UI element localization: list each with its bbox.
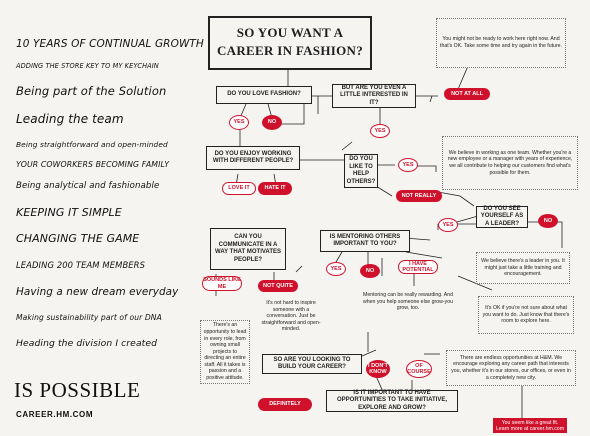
answer-yes: YES: [326, 262, 346, 276]
question-enjoy-working: DO YOU ENJOY WORKING WITH DIFFERENT PEOPLE?: [206, 146, 300, 170]
note-leader-in-you: We believe there's a leader in you. It might just take a little training and encouragement.: [476, 252, 570, 284]
note-not-sure: It's OK if you're not sure about what you want to do. Just know that there's room to explore here.: [478, 296, 574, 334]
handwritten-line: Being part of the Solution: [16, 84, 167, 98]
note-one-team: We believe in working as one team. Whether you're a new employee or a manager with years of experience, we all contribute to helping our customers find what's possible for them.: [442, 136, 578, 190]
note-mentoring-rewarding: Mentoring can be really rewarding. And when you help someone else grow-you grow, too.: [363, 292, 453, 312]
handwritten-line: ADDING THE STORE KEY TO MY KEYCHAIN: [16, 62, 159, 70]
answer-yes: YES: [229, 115, 249, 130]
handwritten-panel: [0, 0, 204, 436]
question-mentoring: IS MENTORING OTHERS IMPORTANT TO YOU?: [320, 230, 410, 252]
question-build-career: SO ARE YOU LOOKING TO BUILD YOUR CAREER?: [262, 354, 362, 374]
answer-no: NO: [360, 264, 380, 278]
answer-hate-it: HATE IT: [258, 182, 292, 195]
handwritten-line: CHANGING THE GAME: [16, 232, 140, 245]
question-little-interested: BUT ARE YOU EVEN A LITTLE INTERESTED IN IT?: [332, 84, 416, 108]
question-communicate: CAN YOU COMMUNICATE IN A WAY THAT MOTIVATES PEOPLE?: [210, 228, 286, 270]
answer-sounds-like-me: SOUNDS LIKE ME: [203, 277, 241, 290]
handwritten-line: LEADING 200 TEAM MEMBERS: [16, 260, 146, 270]
note-inspire: It's not hard to inspire someone with a conversation. Just be straightforward and open-minded.: [261, 300, 321, 333]
answer-definitely: DEFINITELY: [258, 398, 312, 411]
handwritten-line: KEEPING IT SIMPLE: [16, 206, 122, 219]
handwritten-line: 10 YEARS OF CONTINUAL GROWTH: [16, 38, 204, 50]
note-not-ready: You might not be ready to work here right now. And that's OK. Take some time and try again in the future.: [436, 18, 566, 68]
title-line-2: CAREER IN FASHION?: [216, 43, 363, 58]
answer-of-course: OF COURSE: [406, 360, 432, 378]
final-result-tag[interactable]: [493, 418, 567, 433]
title-line-1: SO YOU WANT A: [236, 25, 344, 40]
answer-no: NO: [538, 214, 558, 228]
answer-i-dont-know: I DON'T KNOW: [366, 360, 390, 378]
answer-no: NO: [262, 115, 282, 130]
flowchart-title: [208, 16, 372, 70]
handwritten-line: Having a new dream everyday: [16, 286, 179, 298]
answer-love-it: LOVE IT: [222, 182, 256, 195]
note-endless: There are endless opportunities at H&M. We encourage exploring any career path that interests you, whether it's in our stores, our offices, or even in a completely new city.: [446, 350, 576, 386]
question-love-fashion: DO YOU LOVE FASHION?: [216, 86, 312, 104]
answer-yes: YES: [398, 158, 418, 172]
handwritten-line: YOUR COWORKERS BECOMING FAMILY: [16, 160, 170, 169]
final-tag-line-2: Learn more at career.hm.com: [495, 425, 565, 432]
handwritten-line: Being straightforward and open-minded: [16, 140, 168, 149]
handwritten-line: Being analytical and fashionable: [16, 181, 160, 191]
final-tag-line-1: You seem like a great fit.: [501, 419, 559, 426]
answer-not-quite: NOT QUITE: [258, 280, 298, 292]
handwritten-line: Leading the team: [16, 112, 124, 126]
handwritten-line: Heading the division I created: [16, 338, 158, 349]
answer-yes: YES: [370, 124, 390, 138]
answer-i-have-potential: I HAVE POTENTIAL: [398, 260, 438, 274]
career-url: CAREER.HM.COM: [16, 410, 94, 419]
note-opportunity: There's an opportunity to lead in every role, from owning small projects to directing an entire staff. All it takes is passion and a positive attitude.: [200, 320, 250, 384]
question-take-initiative: IS IT IMPORTANT TO HAVE OPPORTUNITIES TO TAKE INITIATIVE, EXPLORE AND GROW?: [326, 390, 458, 412]
question-like-helping: DO YOU LIKE TO HELP OTHERS?: [344, 154, 378, 188]
answer-yes: YES: [438, 218, 458, 232]
answer-not-at-all: NOT AT ALL: [444, 88, 490, 100]
career-flowchart: [192, 0, 590, 436]
tagline: IS POSSIBLE: [14, 378, 141, 402]
question-see-leader: DO YOU SEE YOURSELF AS A LEADER?: [476, 206, 528, 228]
answer-not-really: NOT REALLY: [396, 190, 442, 202]
handwritten-line: Making sustainability part of our DNA: [16, 313, 162, 322]
